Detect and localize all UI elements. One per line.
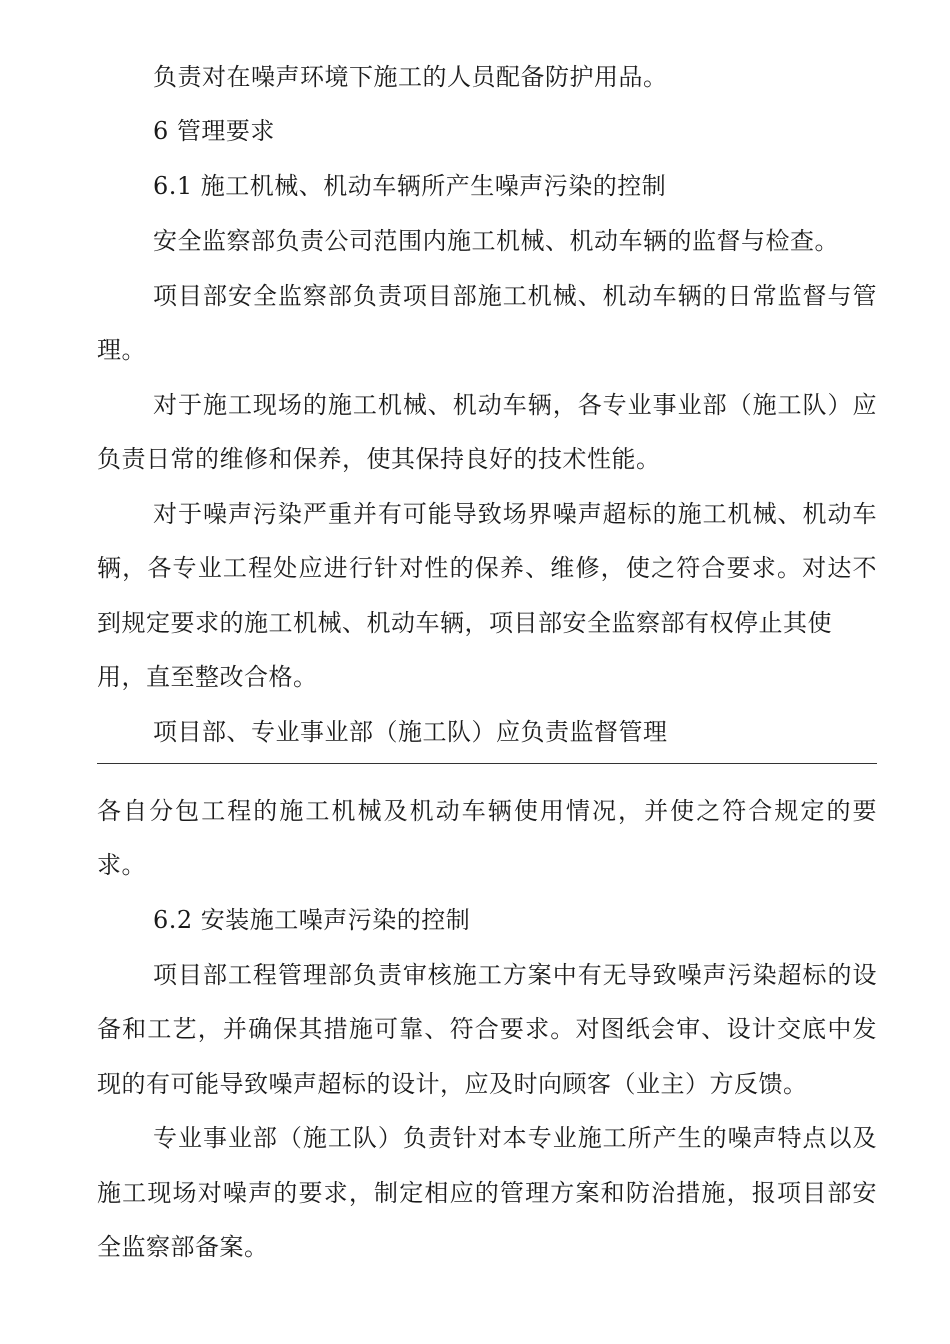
paragraph-line: 全监察部备案。 [97,1233,269,1261]
paragraph-line: 项目部、专业事业部（施工队）应负责监督管理 [153,718,668,746]
section-heading-6-1: 6.1 施工机械、机动车辆所产生噪声污染的控制 [153,172,667,200]
paragraph-line: 施工现场对噪声的要求，制定相应的管理方案和防治措施，报项目部安 [97,1179,877,1207]
paragraph-line: 用，直至整改合格。 [97,663,318,691]
paragraph-line: 负责对在噪声环境下施工的人员配备防护用品。 [153,63,668,91]
paragraph-line: 理。 [97,336,146,364]
paragraph-line: 负责日常的维修和保养，使其保持良好的技术性能。 [97,445,661,473]
paragraph-line: 备和工艺，并确保其措施可靠、符合要求。对图纸会审、设计交底中发 [97,1015,877,1043]
paragraph-line: 求。 [97,851,146,879]
page-divider [97,763,877,764]
paragraph-line: 对于施工现场的施工机械、机动车辆，各专业事业部（施工队）应 [153,391,877,419]
paragraph-line: 对于噪声污染严重并有可能导致场界噪声超标的施工机械、机动车 [153,500,877,528]
paragraph-line: 安全监察部负责公司范围内施工机械、机动车辆的监督与检查。 [153,227,839,255]
paragraph-line: 专业事业部（施工队）负责针对本专业施工所产生的噪声特点以及 [153,1124,877,1152]
paragraph-line: 各自分包工程的施工机械及机动车辆使用情况，并使之符合规定的要 [97,797,877,825]
section-heading-6-2: 6.2 安装施工噪声污染的控制 [153,906,471,934]
paragraph-line: 项目部安全监察部负责项目部施工机械、机动车辆的日常监督与管 [153,282,877,310]
paragraph-line: 现的有可能导致噪声超标的设计，应及时向顾客（业主）方反馈。 [97,1070,808,1098]
section-heading-6: 6 管理要求 [153,117,275,145]
paragraph-line: 项目部工程管理部负责审核施工方案中有无导致噪声污染超标的设 [153,961,877,989]
paragraph-line: 到规定要求的施工机械、机动车辆，项目部安全监察部有权停止其使 [97,609,832,637]
paragraph-line: 辆，各专业工程处应进行针对性的保养、维修，使之符合要求。对达不 [97,554,877,582]
